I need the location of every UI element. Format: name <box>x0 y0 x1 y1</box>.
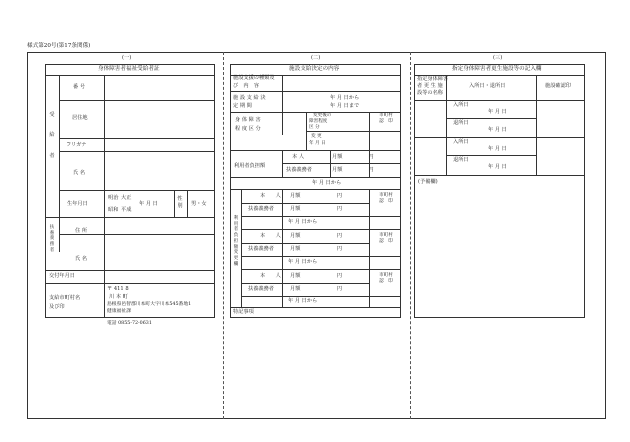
town-department: 健康福祉課 <box>107 309 131 314</box>
panel-3-tab: (三) <box>493 55 503 61</box>
burden-guardian-label: 扶養義務者 <box>286 167 312 173</box>
burden-change-vertical-label: 利 用 者 負 担 額 変 更 欄 <box>233 216 239 267</box>
change1-guardian-amt: 月額 円 <box>290 206 342 212</box>
birth-label: 生年月日 <box>67 201 88 207</box>
change3-guardian-amt: 月額 円 <box>290 286 342 292</box>
change2-guardian: 扶養義務者 <box>248 246 274 252</box>
exit-2-label: 退所日 <box>453 157 469 163</box>
furigana-label: フリガナ <box>66 142 87 148</box>
address-label: 居住地 <box>72 115 88 121</box>
sex-label: 性 別 <box>177 196 183 209</box>
reserve-label: (予備欄) <box>418 179 438 185</box>
change3-guardian: 扶養義務者 <box>248 286 274 292</box>
recipient-vertical-label: 受 給 者 <box>49 112 55 159</box>
change-label-1: 変更後の <box>313 113 332 118</box>
change2-self-amt: 月額 円 <box>290 233 342 239</box>
decision-period-label-2: 定 期 間 <box>233 103 252 109</box>
era-showa: 昭和 <box>108 207 119 213</box>
burden-guardian-amount: 月額 円 <box>332 167 374 173</box>
change2-self: 本 人 <box>260 233 281 239</box>
decision-period-label-1: 施 設 支 給 決 <box>233 95 266 101</box>
service-type-label-2: び 内 容 <box>233 83 259 89</box>
town-address: 島根県邑智郡川本町大字川本545番地1 <box>107 302 192 307</box>
number-label: 番 号 <box>73 84 86 90</box>
municipality-label-2: 及び印 <box>49 304 65 310</box>
facility-label-3: 設等の名称 <box>417 90 443 96</box>
change1-guardian: 扶養義務者 <box>248 206 274 212</box>
facility-label-2: 者 更 生 施 <box>417 83 443 89</box>
change3-self: 本 人 <box>260 273 281 279</box>
service-type-label-1: 施設支援の種類及 <box>233 75 275 81</box>
entry-1-label: 入所日 <box>453 102 469 108</box>
seal-label-2: 市町村 認 印 <box>379 193 393 204</box>
notes-label: 特記事項 <box>233 309 254 315</box>
panel-3-table <box>414 64 585 318</box>
town-phone-line: 電話 0855-72-0631 <box>107 321 152 326</box>
change-date-label: 変 更 <box>311 134 322 139</box>
town-name: 川 本 町 <box>109 294 128 300</box>
seal-label-4: 市町村 認 印 <box>379 273 393 284</box>
panel-2-title: 施設支給決定の内容 <box>289 66 340 72</box>
seal-label-1: 市町村 認 印 <box>379 113 393 124</box>
fold-line-1 <box>223 52 224 419</box>
era-taisho: 大正 <box>121 195 132 201</box>
change3-from: 年 月 日から <box>288 298 318 304</box>
burden-label: 利用者負担額 <box>234 163 266 169</box>
panel-1-title: 身体障害者福祉受給者証 <box>98 66 160 72</box>
sex-value: 男・女 <box>191 201 207 207</box>
change-label-3: 区 分 <box>309 125 320 130</box>
guardian-name-label: 氏 名 <box>75 256 88 262</box>
form-number: 様式第20号(第17条関係) <box>27 43 91 49</box>
panel-2-tab: (二) <box>311 55 321 61</box>
enter-exit-label: 入所日・退所日 <box>469 83 506 89</box>
change1-from: 年 月 日から <box>288 219 318 225</box>
change2-from: 年 月 日から <box>288 259 318 265</box>
exit-2-date: 年 月 日 <box>488 164 507 170</box>
issue-date-label: 交付年月日 <box>49 273 75 279</box>
municipality-label-1: 支給市町村名 <box>49 295 81 301</box>
entry-1-date: 年 月 日 <box>488 109 507 115</box>
exit-1-label: 退所日 <box>453 120 469 126</box>
burden-self-label: 本 人 <box>292 154 305 160</box>
entry-2-label: 入所日 <box>453 139 469 145</box>
entry-2-date: 年 月 日 <box>488 146 507 152</box>
change3-self-amt: 月額 円 <box>290 273 342 279</box>
disability-label-1: 身 体 障 害 <box>235 117 261 123</box>
era-meiji: 明治 <box>108 195 119 201</box>
panel-1-table <box>45 64 215 318</box>
decision-from: 年 月 日から <box>330 95 360 101</box>
panel-3-title: 指定身体障害者更生施設等の記入欄 <box>452 66 542 72</box>
change1-self-amt: 月額 円 <box>290 193 342 199</box>
birth-ymd: 年 月 日 <box>139 201 158 207</box>
era-heisei: 平成 <box>121 207 132 213</box>
change-date: 年 月 日 <box>309 141 326 146</box>
exit-1-date: 年 月 日 <box>488 127 507 133</box>
burden-self-amount: 月額 円 <box>332 154 374 160</box>
facility-label-1: 指定身体障害 <box>417 76 449 82</box>
confirm-label: 施設確認印 <box>545 83 571 89</box>
name-label: 氏 名 <box>73 170 86 176</box>
change-label-2: 障害程度 <box>309 119 328 124</box>
guardian-address-label: 住 所 <box>75 228 88 234</box>
burden-from: 年 月 日から <box>312 180 342 186</box>
guardian-vertical-label: 扶 養 義 務 者 <box>49 225 55 253</box>
panel-1-tab: (一) <box>122 55 132 61</box>
change2-guardian-amt: 月額 円 <box>290 246 342 252</box>
change1-self: 本 人 <box>260 193 281 199</box>
postal-code: 〒 411 8 <box>107 286 129 292</box>
fold-line-2 <box>410 52 411 419</box>
decision-to: 年 月 日まで <box>330 103 360 109</box>
seal-label-3: 市町村 認 印 <box>379 233 393 244</box>
disability-label-2: 程 度 区 分 <box>235 126 261 132</box>
